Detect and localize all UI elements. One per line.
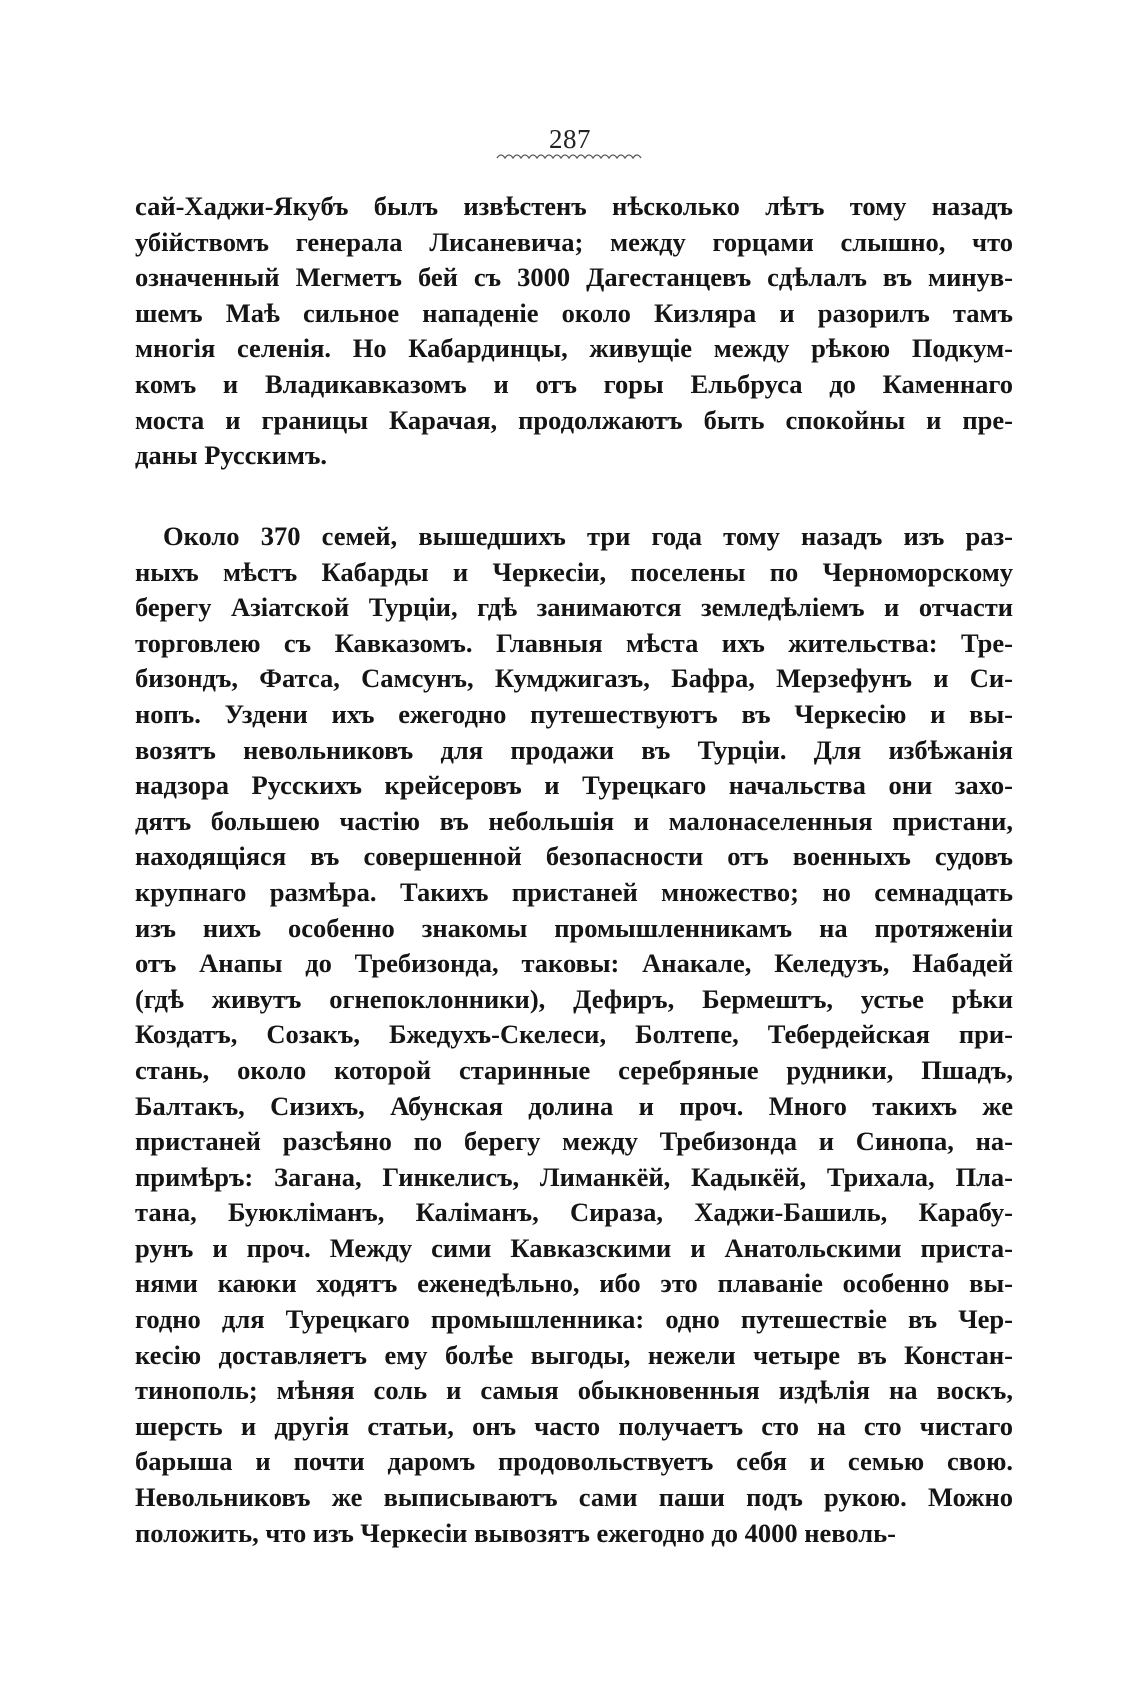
text-line: означенный Мегметъ бей съ 3000 Дагестанцевъ сдѣлалъ въ минув- bbox=[135, 262, 1013, 293]
text-line: торговлею съ Кавказомъ. Главныя мѣста ихъ жительства: Тре- bbox=[135, 627, 1013, 658]
text-line: изъ нихъ особенно знакомы промышленникамъ на протяженіи bbox=[135, 912, 1013, 943]
text-line: Балтакъ, Сизихъ, Абунская долина и проч. Много такихъ же bbox=[135, 1090, 1013, 1121]
text-line: пристаней разсѣяно по берегу между Требизонда и Синопа, на- bbox=[135, 1126, 1013, 1157]
text-line: шерсть и другія статьи, онъ часто получаетъ сто на сто чистаго bbox=[135, 1410, 1013, 1441]
text-line: тинополь; мѣняя соль и самыя обыкновенныя издѣлія на воскъ, bbox=[135, 1375, 1013, 1406]
text-line: шемъ Маѣ сильное нападеніе около Кизляра и разорилъ тамъ bbox=[135, 297, 1013, 328]
text-line: стань, около которой старинные серебряные рудники, Пшадъ, bbox=[135, 1054, 1013, 1085]
text-line: берегу Азіатской Турціи, гдѣ занимаются земледѣліемъ и отчасти bbox=[135, 592, 1013, 623]
text-line: годно для Турецкаго промышленника: одно путешествіе въ Чер- bbox=[135, 1304, 1013, 1335]
text-line: моста и границы Карачая, продолжаютъ быть спокойны и пре- bbox=[135, 404, 1013, 435]
text-line: крупнаго размѣра. Такихъ пристаней множество; но семнадцать bbox=[135, 876, 1013, 907]
text-line: надзора Русскихъ крейсеровъ и Турецкаго начальства они захо- bbox=[135, 770, 1013, 801]
text-line: Около 370 семей, вышедшихъ три года тому назадъ изъ раз- bbox=[163, 521, 1013, 551]
text-line: (гдѣ живутъ огнепоклонники), Дефиръ, Бермештъ, устье рѣки bbox=[135, 983, 1013, 1014]
text-line: отъ Анапы до Требизонда, таковы: Анакале, Келедузъ, Набадей bbox=[135, 948, 1013, 979]
text-line: многія селенія. Но Кабардинцы, живущіе между рѣкою Подкум- bbox=[135, 333, 1013, 364]
text-line: даны Русскимъ. bbox=[135, 440, 328, 471]
text-line: примѣръ: Загана, Гинкелисъ, Лиманкёй, Кадыкёй, Трихала, Пла- bbox=[135, 1161, 1013, 1192]
text-line: барыша и почти даромъ продовольствуетъ себя и семью свою. bbox=[135, 1446, 1013, 1477]
text-line: кесію доставляетъ ему болѣе выгоды, нежели четыре въ Констан- bbox=[135, 1339, 1013, 1370]
text-line: Коздатъ, Созакъ, Бжедухъ-Скелеси, Болтепе, Тебердейская при- bbox=[135, 1019, 1013, 1050]
text-line: комъ и Владикавказомъ и отъ горы Ельбруса до Каменнаго bbox=[135, 368, 1013, 399]
text-line: тана, Буюкліманъ, Каліманъ, Сираза, Хаджи-Башиль, Карабу- bbox=[135, 1197, 1013, 1228]
text-line: сай-Хаджи-Якубъ былъ извѣстенъ нѣсколько лѣтъ тому назадъ bbox=[135, 191, 1013, 221]
text-line: рунъ и проч. Между сими Кавказскими и Анатольскими приста- bbox=[135, 1232, 1013, 1263]
text-line: ныхъ мѣстъ Кабарды и Черкесіи, поселены по Черноморскому bbox=[135, 556, 1013, 587]
text-line: дятъ большею частію въ небольшія и малонаселенныя пристани, bbox=[135, 805, 1013, 836]
text-line: положить, что изъ Черкесіи вывозятъ ежегодно до 4000 неволь- bbox=[135, 1517, 897, 1548]
page-number: 287 bbox=[549, 124, 591, 154]
text-line: Невольниковъ же выписываютъ сами паши подъ рукою. Можно bbox=[135, 1482, 1013, 1513]
text-line: находящіяся въ совершенной безопасности отъ военныхъ судовъ bbox=[135, 841, 1013, 872]
text-line: нопъ. Уздени ихъ ежегодно путешествуютъ въ Черкесію и вы- bbox=[135, 698, 1013, 729]
paragraph-1 bbox=[135, 189, 1013, 474]
text-line: нями каюки ходятъ еженедѣльно, ибо это плаваніе особенно вы- bbox=[135, 1268, 1013, 1299]
text-line: возятъ невольниковъ для продажи въ Турціи. Для избѣжанія bbox=[135, 734, 1013, 765]
paragraph-2 bbox=[135, 519, 1013, 1551]
text-line: убійствомъ генерала Лисаневича; между горцами слышно, что bbox=[135, 226, 1013, 257]
wavy-line-ornament bbox=[495, 149, 645, 163]
text-line: бизондъ, Фатса, Самсунъ, Кумджигазъ, Бафра, Мерзефунъ и Си- bbox=[135, 663, 1013, 694]
